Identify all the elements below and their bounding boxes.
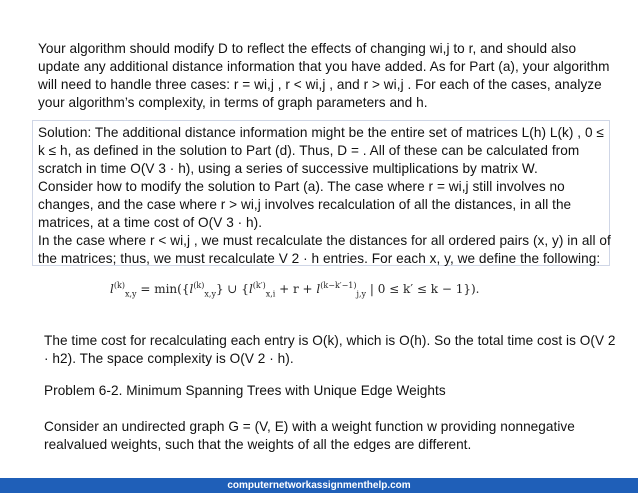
intro-line: Your algorithm should modify D to reflect the effects of changing wi,j to r, and should also (38, 41, 577, 56)
solution-line: scratch in time O(V 3 · h), using a series of successive multiplications by matrix W. (38, 161, 538, 176)
problem-line: Consider an undirected graph G = (V, E) with a weight function w providing nonnegative (44, 419, 575, 434)
recurrence-formula: $l^{(k)}_{x,y} = \min(\{l^{(k)}_{x,y}\}$ ∪ {$l^{(k')}_{x,i} + r + l^{(k-k'-1)}_{j,y}$ | 0 ≤ k′ ≤ k − 1}). (110, 281, 480, 299)
solution-line: matrices, at a time cost of O(V 3 · h). (38, 215, 263, 230)
solution-line: the matrices; thus, we must recalculate V 2 · h entries. For each x, y, we define the following: (38, 251, 601, 266)
solution-line: In the case where r < wi,j , we must recalculate the distances for all ordered pairs (x, y) in all of (38, 233, 611, 248)
cost-line: · h2). The space complexity is O(V 2 · h). (44, 351, 294, 366)
footer-bar (0, 478, 638, 493)
cost-line: The time cost for recalculating each entry is O(k), which is O(h). So the total time cost is O(V 2 (44, 333, 616, 348)
intro-line: will need to handle three cases: r = wi,j , r < wi,j , and r > wi,j . For each of the cases, analyze (38, 77, 602, 92)
solution-line: changes, and the case where r > wi,j involves recalculation of all the distances, in all the (38, 197, 572, 212)
solution-line: Solution: The additional distance information might be the entire set of matrices L(h) L(k) , 0 ≤ (38, 125, 604, 140)
solution-line: k ≤ h, as defined in the solution to Part (d). Thus, D = . All of these can be calculated from (38, 143, 580, 158)
problem-title: Problem 6-2. Minimum Spanning Trees with Unique Edge Weights (44, 383, 446, 398)
intro-line: your algorithm’s complexity, in terms of graph parameters and h. (38, 95, 428, 110)
footer-link[interactable]: computernetworkassignmenthelp.com (227, 480, 411, 491)
problem-line: realvalued weights, such that the weights of all the edges are different. (44, 437, 472, 452)
intro-line: update any additional distance information that you have added. As for Part (a), your algorithm (38, 59, 610, 74)
solution-line: Consider how to modify the solution to Part (a). The case where r = wi,j still involves no (38, 179, 565, 194)
